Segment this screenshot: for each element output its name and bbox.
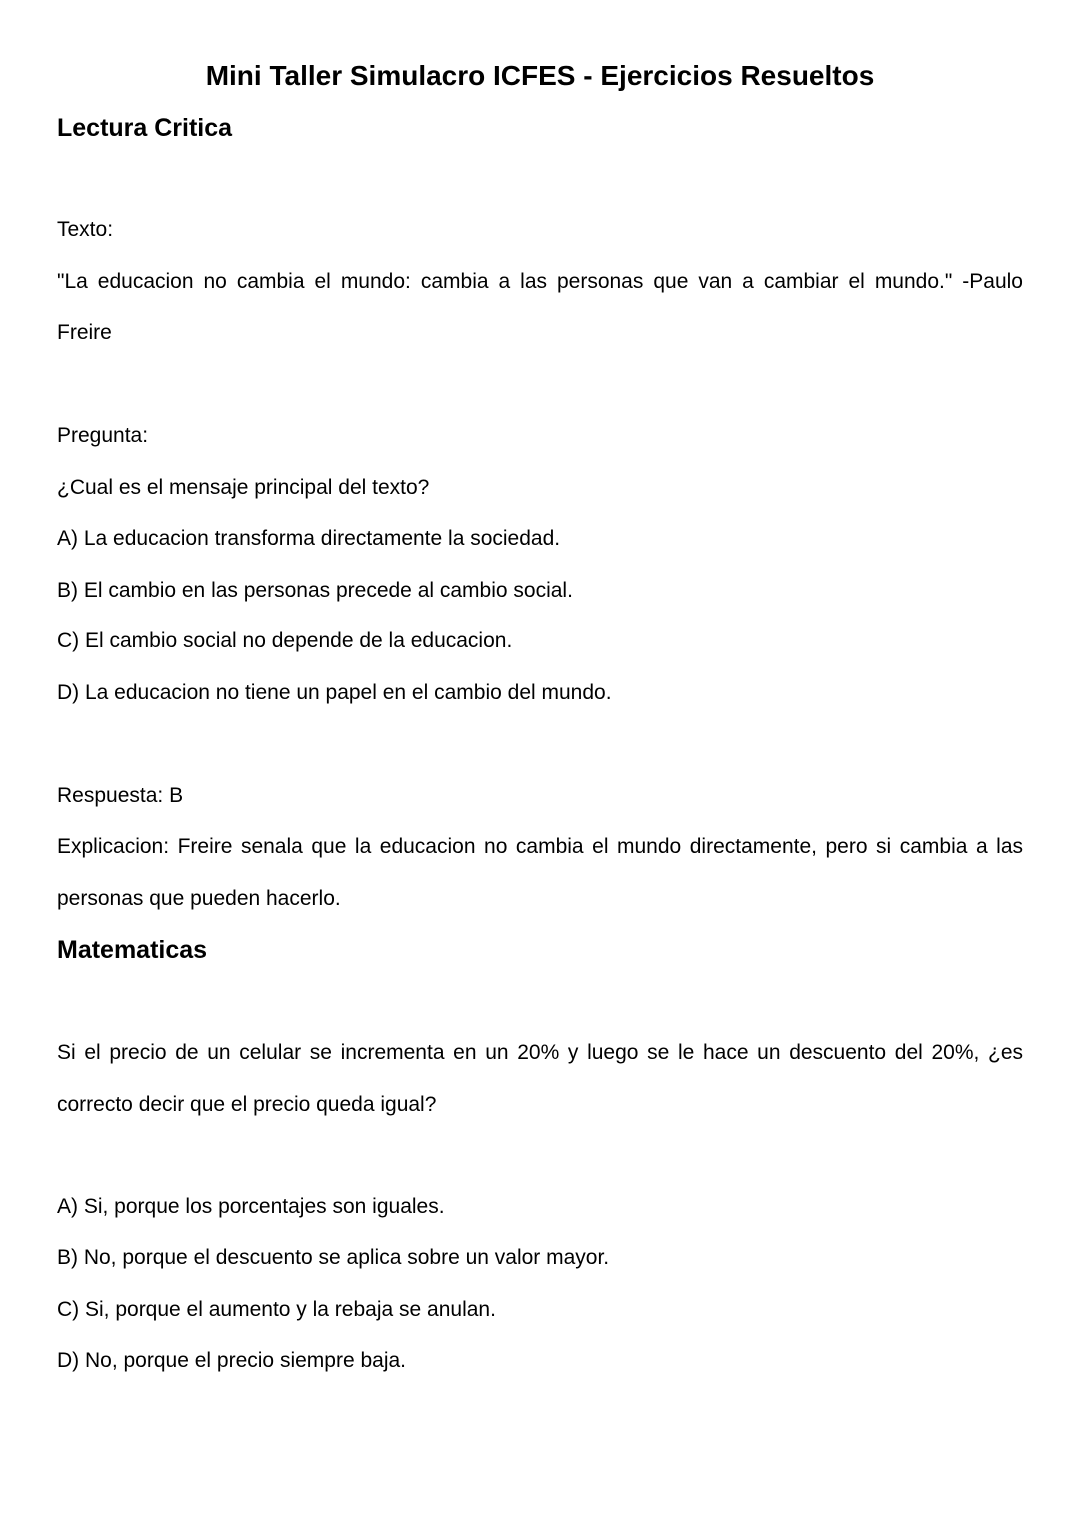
option-d: D) La educacion no tiene un papel en el cambio del mundo.	[57, 681, 612, 704]
math-question-line-1: Si el precio de un celular se incrementa en un 20% y luego se le hace un descuento del 20%, ¿es	[57, 1041, 1023, 1064]
math-option-c: C) Si, porque el aumento y la rebaja se anulan.	[57, 1298, 496, 1321]
question-label: Pregunta:	[57, 424, 149, 447]
option-c: C) El cambio social no depende de la educacion.	[57, 629, 513, 652]
option-b: B) El cambio en las personas precede al cambio social.	[57, 579, 573, 602]
math-option-a: A) Si, porque los porcentajes son iguales.	[57, 1195, 445, 1218]
math-option-b: B) No, porque el descuento se aplica sobre un valor mayor.	[57, 1246, 610, 1269]
page-title: Mini Taller Simulacro ICFES - Ejercicios Resueltos	[205, 60, 875, 91]
question-text: ¿Cual es el mensaje principal del texto?	[57, 476, 430, 499]
answer-text: Respuesta: B	[57, 784, 184, 807]
explanation-line-2: personas que pueden hacerlo.	[57, 887, 341, 910]
quote-line-1: "La educacion no cambia el mundo: cambia a las personas que van a cambiar el mundo." -Paulo	[57, 270, 1023, 293]
quote-line-2: Freire	[57, 321, 112, 344]
section-heading-lectura: Lectura Critica	[57, 114, 233, 142]
explanation-line-1: Explicacion: Freire senala que la educacion no cambia el mundo directamente, pero si cambia a las	[57, 835, 1023, 858]
math-option-d: D) No, porque el precio siempre baja.	[57, 1349, 407, 1372]
math-question-line-2: correcto decir que el precio queda igual?	[57, 1093, 437, 1116]
text-label: Texto:	[57, 218, 114, 241]
section-heading-matematicas: Matematicas	[57, 936, 208, 964]
option-a: A) La educacion transforma directamente la sociedad.	[57, 527, 561, 550]
